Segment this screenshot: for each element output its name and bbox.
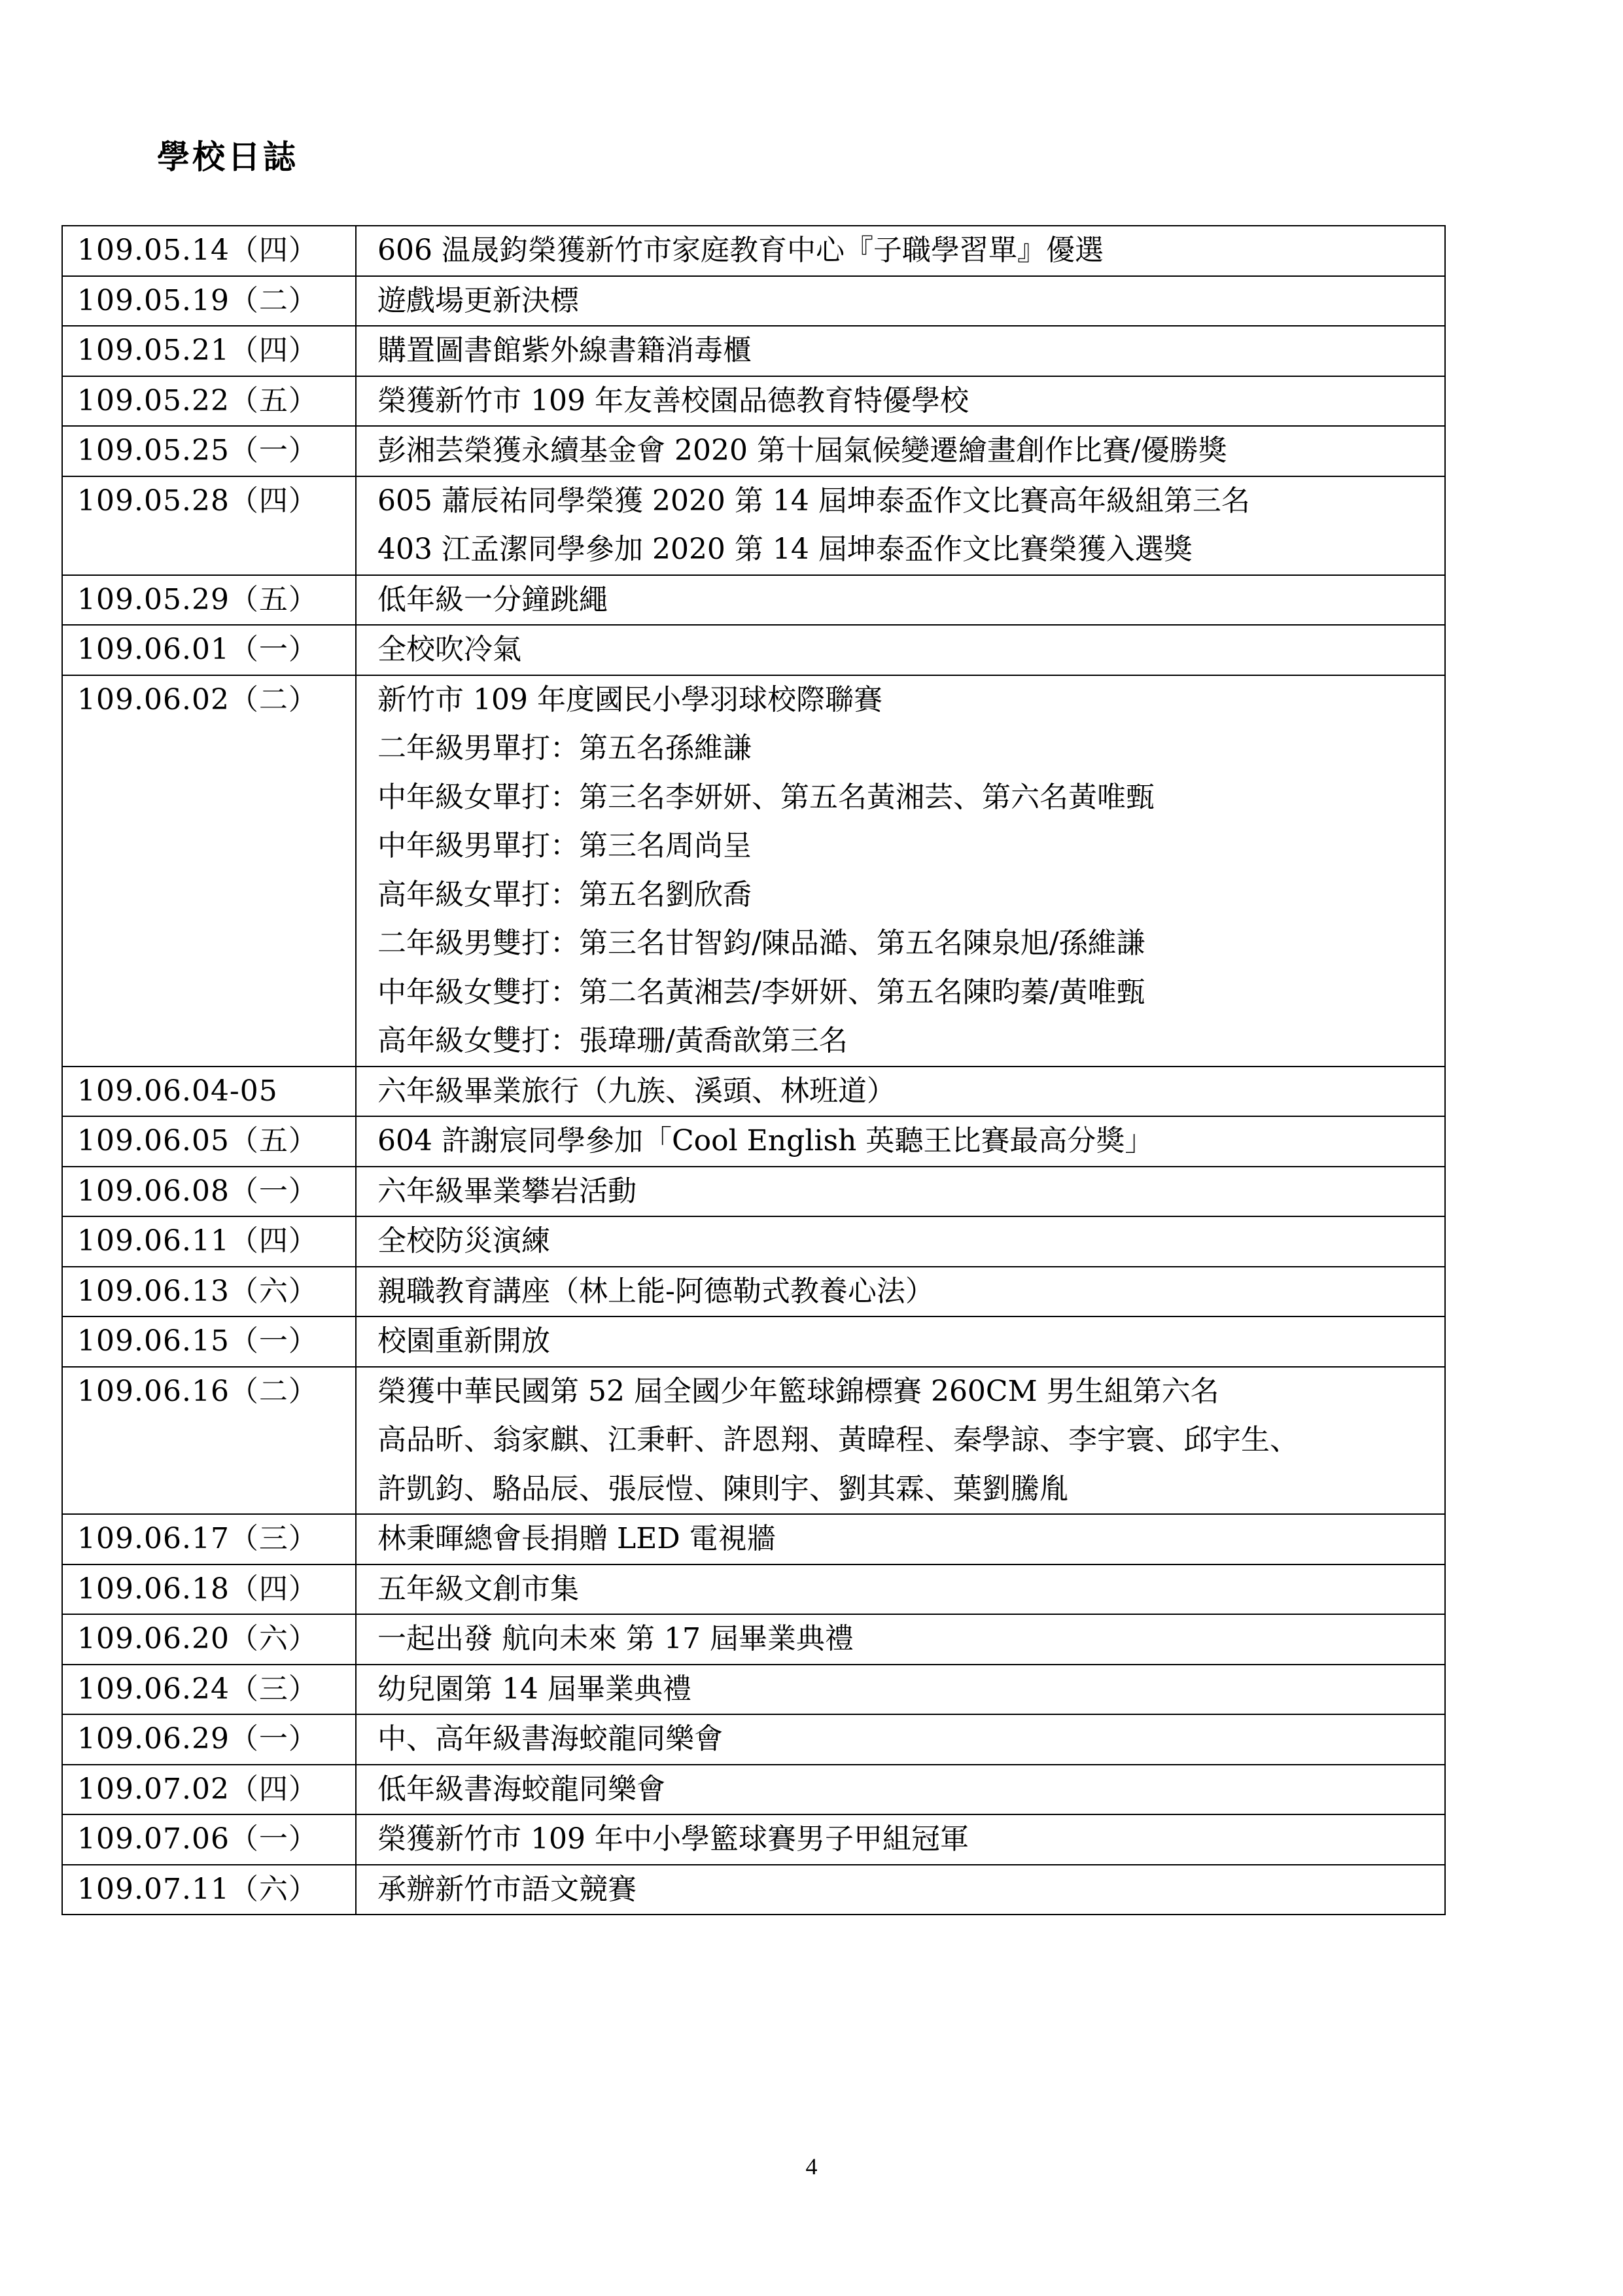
entry-date: 109.06.20（六） (62, 1614, 356, 1665)
entry-event (356, 1814, 1445, 1865)
entry-event-line: 五年級文創市集 (377, 1572, 579, 1606)
entry-date: 109.05.21（四） (62, 326, 356, 376)
entry-date: 109.06.05（五） (62, 1116, 356, 1167)
entry-event (356, 1514, 1445, 1564)
entry-event-line: 全校吹冷氣 (377, 633, 521, 666)
entry-date: 109.05.25（一） (62, 426, 356, 476)
entry-event (356, 675, 1445, 1067)
table-row (62, 426, 1445, 476)
entry-event-line: 全校防災演練 (377, 1224, 550, 1258)
entry-event-line: 彭湘芸榮獲永續基金會 2020 第十屆氣候變遷繪畫創作比賽/優勝獎 (377, 434, 1227, 467)
school-log-table (61, 225, 1446, 1915)
table-row (62, 1316, 1445, 1367)
entry-event-line: 校園重新開放 (377, 1324, 550, 1358)
entry-event-line: 低年級一分鐘跳繩 (377, 582, 608, 616)
entry-event (356, 276, 1445, 327)
entry-date: 109.05.14（四） (62, 226, 356, 276)
entry-event-line: 幼兒園第 14 屆畢業典禮 (377, 1672, 691, 1706)
table-row (62, 476, 1445, 575)
table-row (62, 575, 1445, 626)
entry-event (356, 476, 1445, 575)
entry-event-line: 低年級書海蛟龍同樂會 (377, 1772, 665, 1806)
entry-date: 109.06.15（一） (62, 1316, 356, 1367)
table-row (62, 675, 1445, 1067)
entry-event-line: 遊戲場更新決標 (377, 283, 579, 317)
entry-event-line: 中年級女單打：第三名李妍妍、第五名黃湘芸、第六名黃唯甄 (377, 780, 1155, 814)
entry-event (356, 1216, 1445, 1267)
entry-event-line: 中年級女雙打：第二名黃湘芸/李妍妍、第五名陳昀蓁/黃唯甄 (377, 975, 1145, 1009)
entry-date: 109.05.28（四） (62, 476, 356, 575)
entry-event-line: 二年級男單打：第五名孫維謙 (377, 732, 752, 765)
entry-date: 109.06.17（三） (62, 1514, 356, 1564)
table-row (62, 1564, 1445, 1615)
entry-event-line: 一起出發 航向未來 第 17 屆畢業典禮 (377, 1622, 854, 1655)
entry-date: 109.05.19（二） (62, 276, 356, 327)
entry-date: 109.06.08（一） (62, 1167, 356, 1217)
table-row (62, 1116, 1445, 1167)
entry-date: 109.06.16（二） (62, 1367, 356, 1515)
school-log-body (62, 226, 1445, 1915)
entry-event (356, 1665, 1445, 1715)
table-row (62, 1714, 1445, 1765)
table-row (62, 1865, 1445, 1915)
entry-event-line: 中年級男單打：第三名周尚呈 (377, 829, 752, 862)
entry-date: 109.07.02（四） (62, 1765, 356, 1815)
table-row (62, 1814, 1445, 1865)
entry-event (356, 575, 1445, 626)
entry-event-line: 606 温晟鈞榮獲新竹市家庭教育中心『子職學習單』優選 (377, 234, 1104, 267)
table-row (62, 326, 1445, 376)
entry-date: 109.06.01（一） (62, 625, 356, 675)
entry-date: 109.06.29（一） (62, 1714, 356, 1765)
entry-event (356, 1167, 1445, 1217)
entry-event (356, 376, 1445, 427)
entry-date: 109.06.18（四） (62, 1564, 356, 1615)
entry-event-line: 榮獲中華民國第 52 屆全國少年籃球錦標賽 260CM 男生組第六名 (377, 1374, 1219, 1408)
entry-event-line: 榮獲新竹市 109 年友善校園品德教育特優學校 (377, 383, 969, 417)
entry-date: 109.05.22（五） (62, 376, 356, 427)
table-row (62, 276, 1445, 327)
entry-date: 109.06.04-05 (62, 1067, 356, 1117)
entry-event-line: 許凱鈞、駱品辰、張辰愷、陳則宇、劉其霖、葉劉騰胤 (377, 1472, 1068, 1506)
entry-event-line: 高年級女雙打：張瑋珊/黃喬歆第三名 (377, 1024, 848, 1057)
entry-event-line: 403 江孟潔同學參加 2020 第 14 屆坤泰盃作文比賽榮獲入選獎 (377, 533, 1193, 566)
page-number: 4 (805, 2153, 818, 2180)
table-row (62, 1367, 1445, 1515)
entry-event (356, 1367, 1445, 1515)
entry-event-line: 林秉暉總會長捐贈 LED 電視牆 (377, 1522, 776, 1555)
entry-event (356, 226, 1445, 276)
entry-event (356, 1067, 1445, 1117)
entry-event-line: 六年級畢業旅行（九族、溪頭、林班道） (377, 1074, 896, 1108)
table-row (62, 1765, 1445, 1815)
table-row (62, 1665, 1445, 1715)
entry-event (356, 1116, 1445, 1167)
entry-event-line: 購置圖書館紫外線書籍消毒櫃 (377, 334, 752, 367)
entry-event (356, 1714, 1445, 1765)
entry-date: 109.05.29（五） (62, 575, 356, 626)
entry-event-line: 榮獲新竹市 109 年中小學籃球賽男子甲組冠軍 (377, 1822, 969, 1856)
table-row (62, 1267, 1445, 1317)
entry-date: 109.07.11（六） (62, 1865, 356, 1915)
entry-event (356, 1267, 1445, 1317)
entry-event (356, 426, 1445, 476)
table-row (62, 1067, 1445, 1117)
table-row (62, 226, 1445, 276)
table-row (62, 1167, 1445, 1217)
entry-event (356, 1614, 1445, 1665)
entry-event-line: 承辦新竹市語文競賽 (377, 1872, 637, 1906)
entry-event-line: 二年級男雙打：第三名甘智鈞/陳品澔、第五名陳泉旭/孫維謙 (377, 927, 1145, 960)
entry-date: 109.06.11（四） (62, 1216, 356, 1267)
table-row (62, 1614, 1445, 1665)
entry-event-line: 新竹市 109 年度國民小學羽球校際聯賽 (377, 682, 882, 716)
entry-date: 109.07.06（一） (62, 1814, 356, 1865)
entry-date: 109.06.13（六） (62, 1267, 356, 1317)
entry-event-line: 中、高年級書海蛟龍同樂會 (377, 1722, 723, 1756)
entry-date: 109.06.02（二） (62, 675, 356, 1067)
table-row (62, 1514, 1445, 1564)
entry-event (356, 625, 1445, 675)
entry-event-line: 高品昕、翁家麒、江秉軒、許恩翔、黃暐程、秦學諒、李宇寰、邱宇生、 (377, 1423, 1299, 1457)
entry-event-line: 605 蕭辰祐同學榮獲 2020 第 14 屆坤泰盃作文比賽高年級組第三名 (377, 484, 1250, 518)
entry-event (356, 326, 1445, 376)
entry-event-line: 604 許謝宸同學參加「Cool English 英聽王比賽最高分獎」 (377, 1124, 1154, 1157)
entry-event (356, 1564, 1445, 1615)
entry-event (356, 1865, 1445, 1915)
entry-event-line: 高年級女單打：第五名劉欣喬 (377, 877, 752, 911)
entry-event (356, 1765, 1445, 1815)
page-title: 學校日誌 (157, 138, 298, 176)
entry-event (356, 1316, 1445, 1367)
entry-event-line: 親職教育講座（林上能-阿德勒式教養心法） (377, 1274, 934, 1308)
table-row (62, 376, 1445, 427)
entry-event-line: 六年級畢業攀岩活動 (377, 1174, 637, 1208)
table-row (62, 1216, 1445, 1267)
entry-date: 109.06.24（三） (62, 1665, 356, 1715)
table-row (62, 625, 1445, 675)
